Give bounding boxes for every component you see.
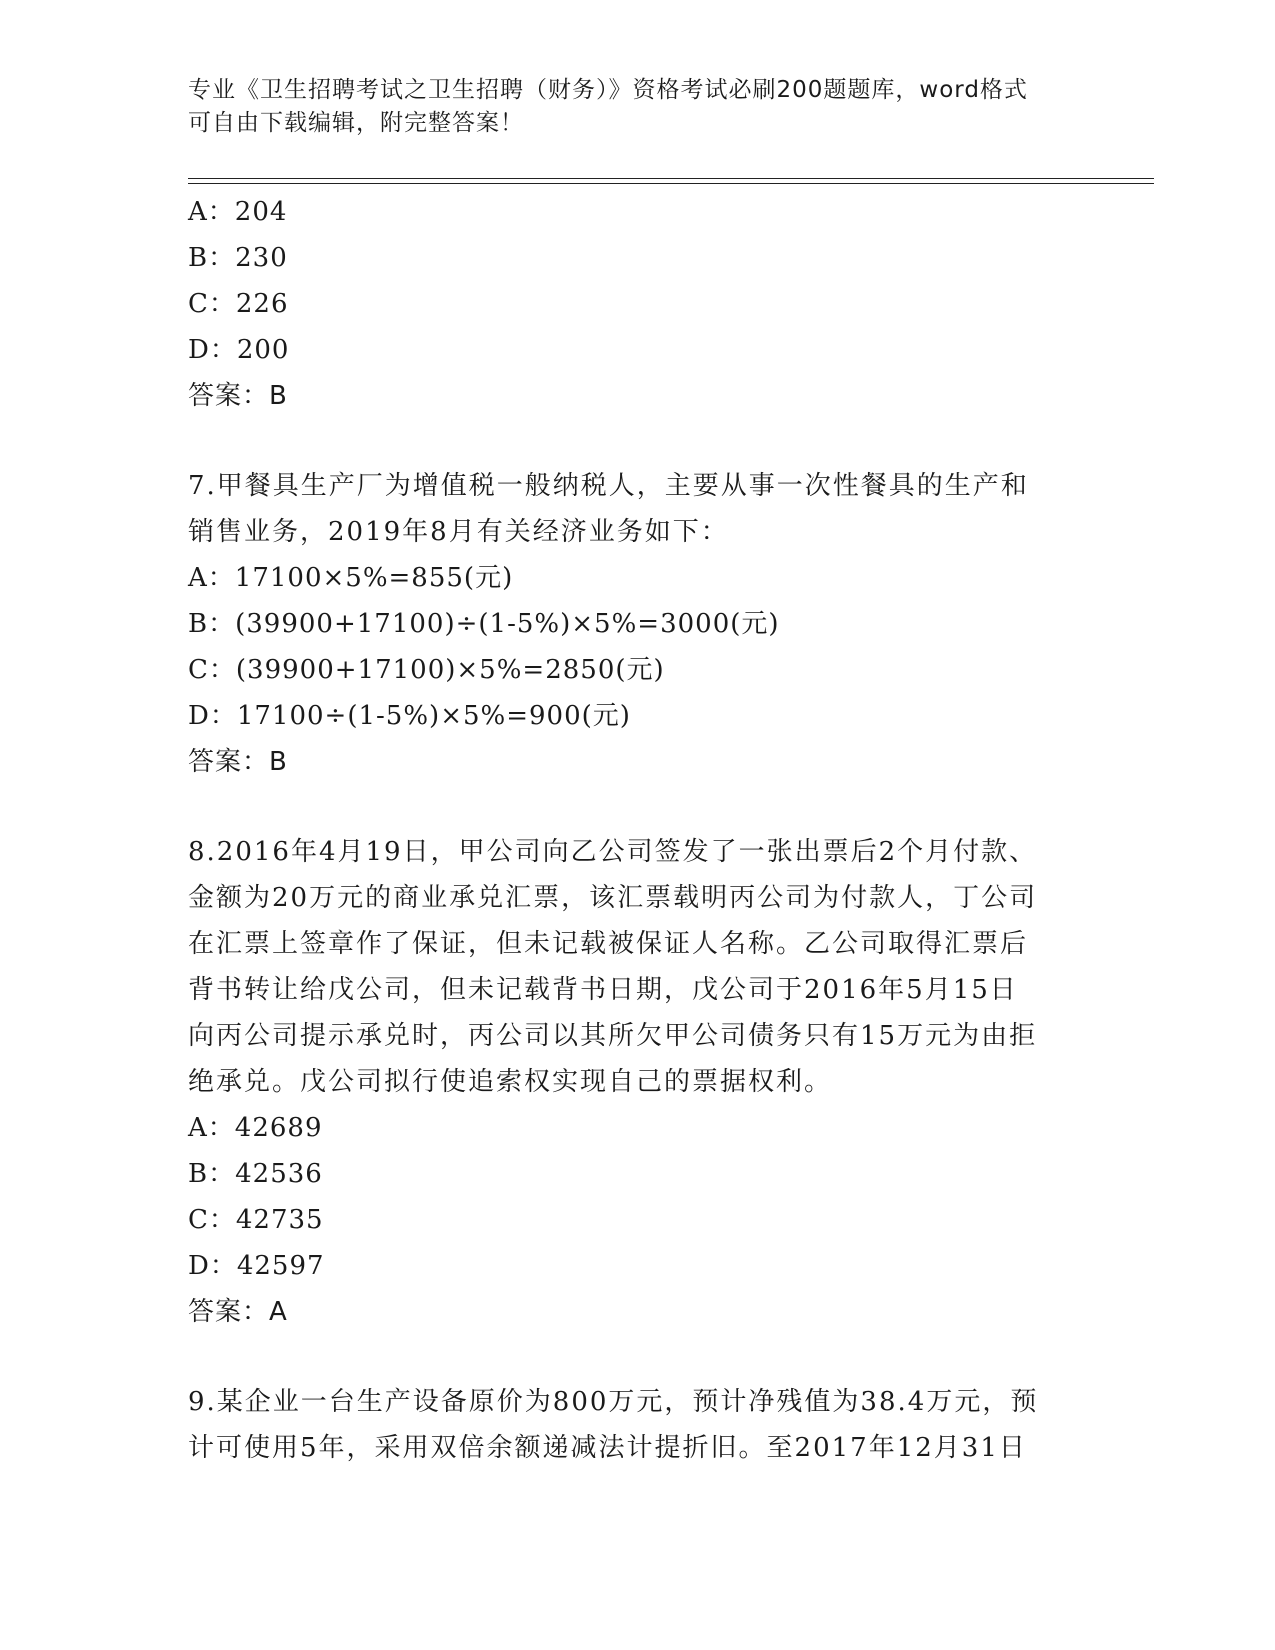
question-stem-line: 金额为20万元的商业承兑汇票，该汇票载明丙公司为付款人，丁公司 [188,883,1038,913]
header-line: 可自由下载编辑，附完整答案！ [188,110,524,136]
header-divider [188,178,1154,179]
option-a: A：204 [188,197,288,227]
option-b: B：230 [188,243,288,273]
option-c: C：226 [188,289,289,319]
question-9 [188,1379,1088,1471]
option-a: A：17100×5%=855(元) [188,563,514,593]
header-line: 专业《卫生招聘考试之卫生招聘（财务）》资格考试必刷200题题库，word格式 [188,77,1028,103]
question-stem-line: 8.2016年4月19日，甲公司向乙公司签发了一张出票后2个月付款、 [188,837,1038,867]
question-stem-line: 9.某企业一台生产设备原价为800万元，预计净残值为38.4万元，预 [188,1387,1039,1417]
question-7 [188,463,1088,785]
question-8 [188,829,1088,1335]
question-stem-line: 计可使用5年，采用双倍余额递减法计提折旧。至2017年12月31日 [188,1433,1027,1463]
answer: 答案：B [188,747,288,777]
header-divider [188,183,1154,184]
option-c: C：(39900+17100)×5%=2850(元) [188,655,665,685]
option-a: A：42689 [188,1113,323,1143]
question-stem-line: 向丙公司提示承兑时，丙公司以其所欠甲公司债务只有15万元为由拒 [188,1021,1038,1051]
option-d: D：17100÷(1-5%)×5%=900(元) [188,701,631,731]
question-list [188,189,1088,1471]
question-stem-line: 销售业务，2019年8月有关经济业务如下： [188,517,729,547]
question-stem-line: 背书转让给戊公司，但未记载背书日期，戊公司于2016年5月15日 [188,975,1018,1005]
document-header [188,74,1088,140]
question-stem-line: 在汇票上签章作了保证，但未记载被保证人名称。乙公司取得汇票后 [188,929,1029,959]
option-d: D：200 [188,335,290,365]
option-b: B：(39900+17100)÷(1-5%)×5%=3000(元) [188,609,780,639]
question-stem-line: 绝承兑。戊公司拟行使追索权实现自己的票据权利。 [188,1067,833,1097]
answer: 答案：B [188,381,288,411]
option-b: B：42536 [188,1159,323,1189]
question-stem-line: 7.甲餐具生产厂为增值税一般纳税人，主要从事一次性餐具的生产和 [188,471,1029,501]
option-d: D：42597 [188,1251,325,1281]
option-c: C：42735 [188,1205,324,1235]
answer: 答案：A [188,1297,288,1327]
question-6 [188,189,1088,419]
